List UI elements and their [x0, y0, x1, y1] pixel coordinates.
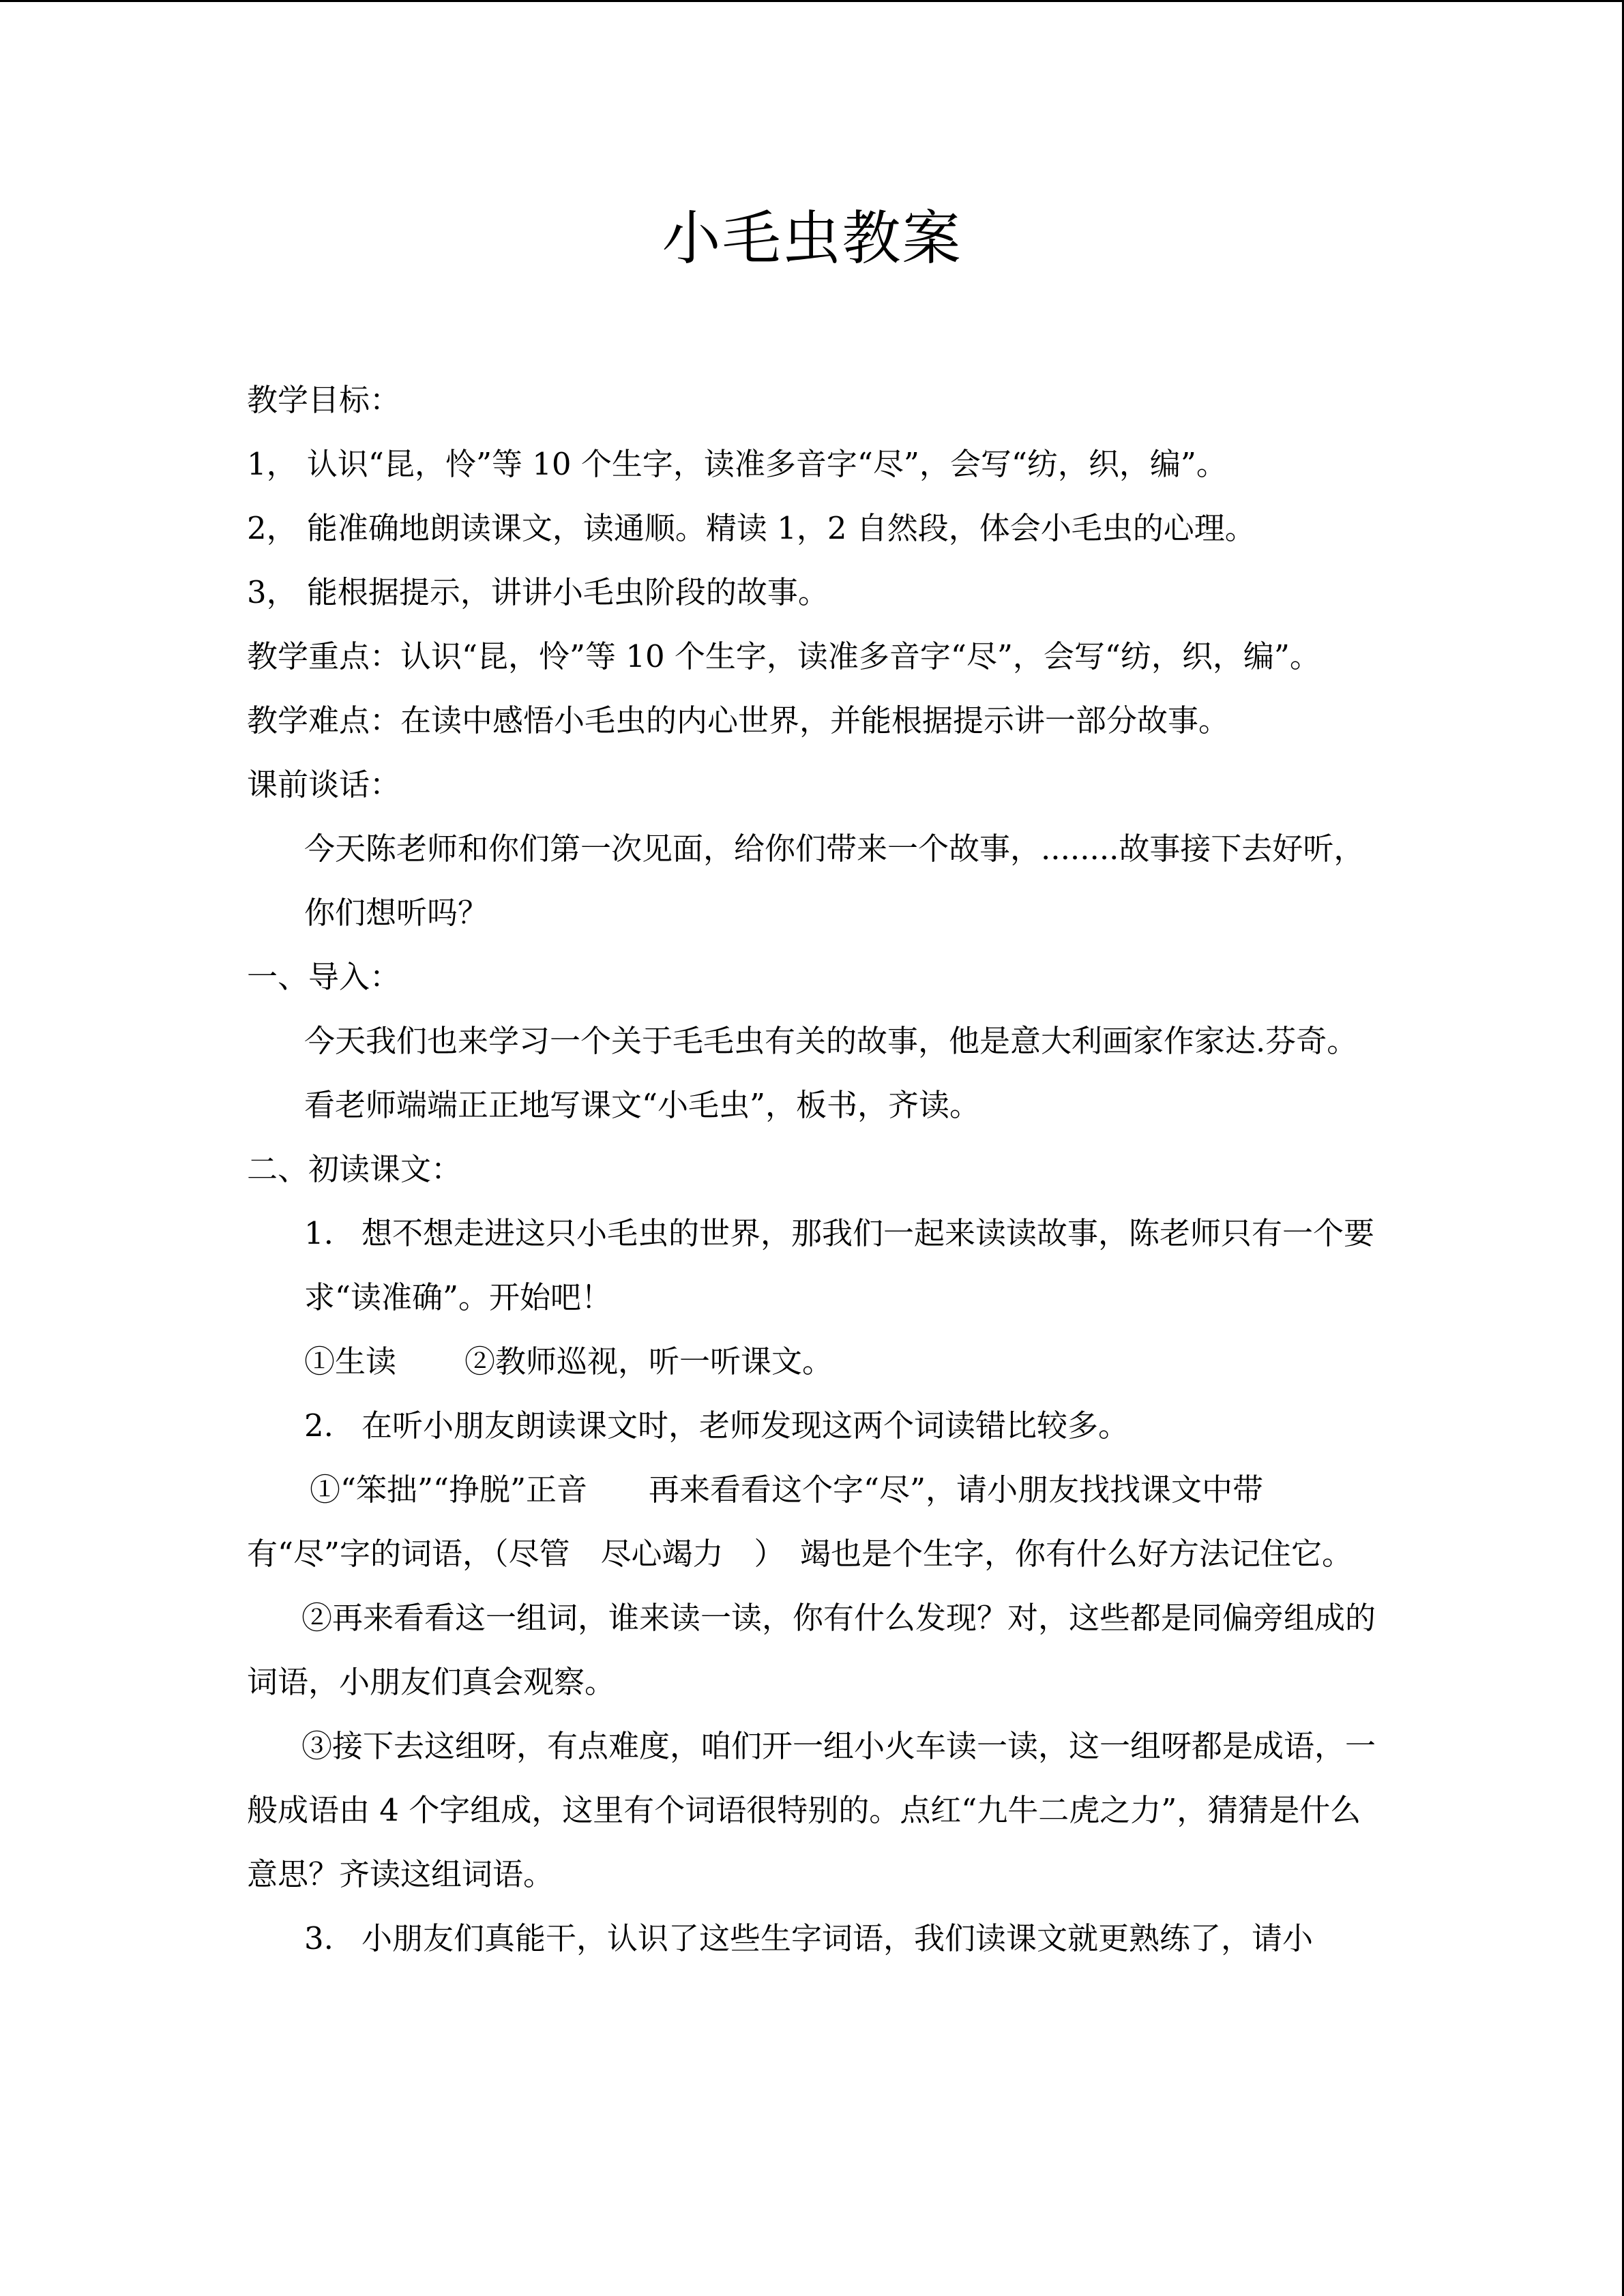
sub-point-2: ②再来看看这一组词，谁来读一读，你有什么发现？对，这些都是同偏旁组成的词语，小朋友们真会观察。: [247, 1600, 1376, 1700]
list-item-2-text: 在听小朋友朗读课文时，老师发现这两个词读错比较多。: [361, 1407, 1130, 1444]
list-item-2: [247, 1394, 1379, 1458]
section-1-heading: 一、导入：: [247, 959, 401, 995]
list-item-1: [247, 1202, 1379, 1330]
list-item-1-number: 1.: [304, 1215, 334, 1251]
goals-heading: 教学目标：: [247, 382, 401, 418]
list-item-3: [247, 1907, 1379, 1971]
goal-2: 2， 能准确地朗读课文，读通顺。精读 1，2 自然段，体会小毛虫的心理。: [247, 510, 1256, 546]
list-item-1-sub-b: ②教师巡视，听一听课文。: [464, 1343, 833, 1380]
section-2-heading: 二、初读课文：: [247, 1151, 462, 1187]
list-item-3-number: 3.: [304, 1920, 334, 1956]
pre-class-text: 今天陈老师和你们第一次见面，给你们带来一个故事，........故事接下去好听，你们想听吗？: [304, 831, 1365, 931]
sub-point-1: ①“笨拙”“挣脱”正音 再来看看这个字“尽”，请小朋友找找课文中带有“尽”字的词语，（尽管 尽心竭力 ） 竭也是个生字，你有什么好方法记住它。: [247, 1472, 1353, 1572]
document-body: [247, 368, 1379, 1971]
key-points: 教学重点：认识“昆，怜”等 10 个生字，读准多音字“尽”，会写“纺，织，编”。: [247, 638, 1320, 674]
list-item-3-text: 小朋友们真能干，认识了这些生字词语，我们读课文就更熟练了，请小: [361, 1920, 1314, 1956]
sub-point-3: ③接下去这组呀，有点难度，咱们开一组小火车读一读，这一组呀都是成语，一般成语由 4 个字组成，这里有个词语很特别的。点红“九牛二虎之力”，猜猜是什么意思？齐读这组词语。: [247, 1728, 1376, 1892]
difficulties: 教学难点：在读中感悟小毛虫的内心世界，并能根据提示讲一部分故事。: [247, 702, 1230, 739]
goal-1: 1， 认识“昆，怜”等 10 个生字，读准多音字“尽”，会写“纺，织，编”。: [247, 446, 1227, 482]
goal-3: 3， 能根据提示，讲讲小毛虫阶段的故事。: [247, 574, 829, 610]
list-item-1-subitems: [247, 1330, 1379, 1394]
list-item-1-sub-a: ①生读: [304, 1343, 397, 1380]
section-1-text: 今天我们也来学习一个关于毛毛虫有关的故事，他是意大利画家作家达.芬奇。看老师端端正正地写课文“小毛虫”，板书，齐读。: [304, 1023, 1358, 1123]
document-title: 小毛虫教案: [662, 205, 962, 273]
pre-class-heading: 课前谈话：: [247, 766, 401, 803]
page-border-top: [0, 0, 1624, 2]
list-item-1-text: 想不想走进这只小毛虫的世界，那我们一起来读读故事，陈老师只有一个要求“读准确”。开始吧！: [304, 1215, 1375, 1315]
list-item-2-number: 2.: [304, 1407, 334, 1444]
